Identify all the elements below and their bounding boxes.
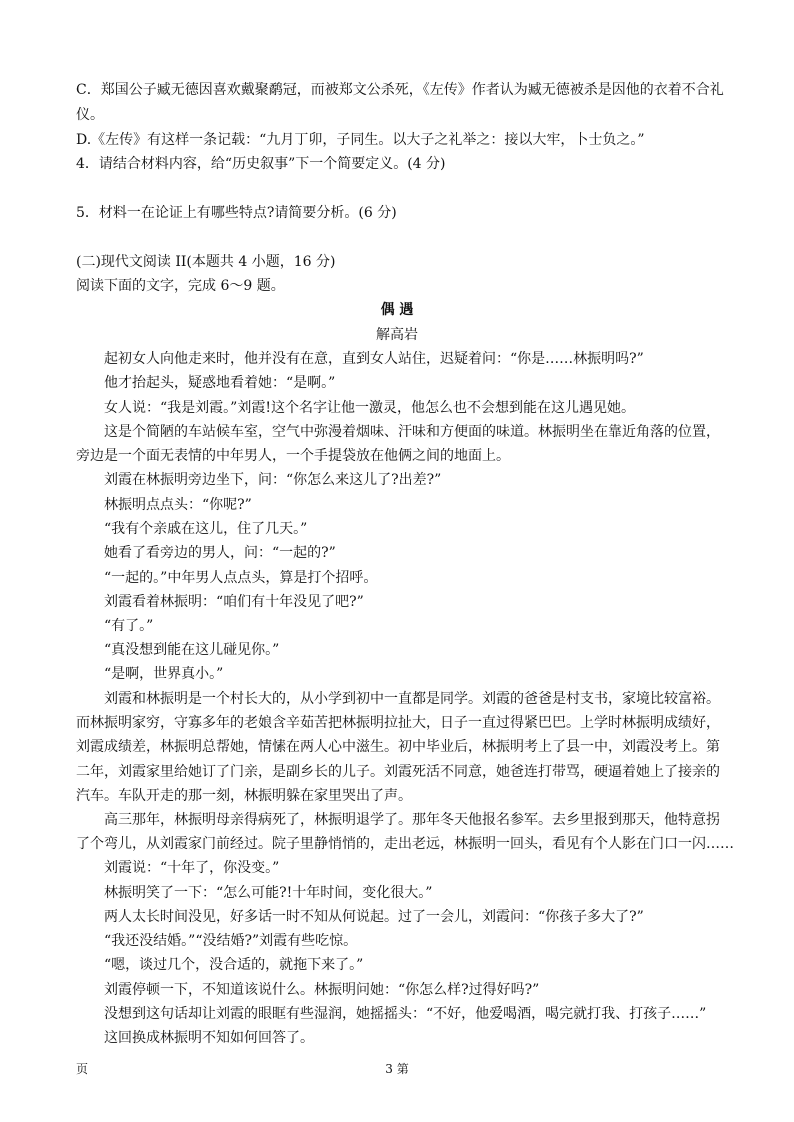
footer-page-label: 页 xyxy=(76,1062,89,1076)
story-line: 刘霞和林振明是一个村长大的，从小学到初中一直都是同学。刘霞的爸爸是村支书，家境比较富裕。 xyxy=(104,691,720,707)
story-line: 女人说：“我是刘霞。”刘霞!这个名字让他一激灵，他怎么也不会想到能在这儿遇见她。 xyxy=(104,400,635,416)
story-line: 林振明笑了一下：“怎么可能?!十年时间，变化很大。” xyxy=(104,885,433,901)
story-line: “有了。” xyxy=(104,618,154,634)
question-5: 5．材料一在论证上有哪些特点?请简要分析。(6 分) xyxy=(76,205,397,221)
story-line: 两人太长时间没见，好多话一时不知从何说起。过了一会儿，刘霞问：“你孩子多大了?” xyxy=(104,909,644,925)
story-title: 偶 遇 xyxy=(380,302,414,318)
story-line: 他才抬起头，疑惑地看着她：“是啊。” xyxy=(104,375,336,391)
story-line: “嗯，谈过几个，没合适的，就拖下来了。” xyxy=(104,957,364,973)
option-d-line: D.《左传》有这样一条记载：“九月丁卯，子同生。以大子之礼举之：接以大牢，卜士负之。” xyxy=(76,132,645,148)
option-c-line-1: C．郑国公子臧无德因喜欢戴聚鹬冠，而被郑文公杀死，《左传》作者认为臧无德被杀是因他的衣着不合礼 xyxy=(76,82,724,98)
footer-page-number: 3 第 xyxy=(385,1062,409,1076)
story-line: 旁边是一个面无表情的中年男人，一个手提袋放在他俩之间的地面上。 xyxy=(76,448,510,464)
story-line: “是啊，世界真小。” xyxy=(104,666,224,682)
story-line: 这回换成林振明不知如何回答了。 xyxy=(104,1030,314,1046)
story-line: 刘霞停顿一下，不知道该说什么。林振明问她：“你怎么样?过得好吗?” xyxy=(104,982,540,998)
story-line: 这是个简陋的车站候车室，空气中弥漫着烟味、汗味和方便面的味道。林振明坐在靠近角落的位置， xyxy=(104,424,720,440)
story-line: “我有个亲戚在这儿，住了几天。” xyxy=(104,521,308,537)
story-line: 汽车。车队开走的那一刻，林振明躲在家里哭出了声。 xyxy=(76,788,412,804)
question-4: 4．请结合材料内容，给“历史叙事”下一个简要定义。(4 分) xyxy=(76,156,446,172)
section-instruction: 阅读下面的文字，完成 6～9 题。 xyxy=(76,278,285,294)
story-line: 她看了看旁边的男人，问：“一起的?” xyxy=(104,545,336,561)
story-line: 了个弯儿，从刘霞家门前经过。院子里静悄悄的，走出老远，林振明一回头，看见有个人影在门口一闪…… xyxy=(76,836,734,852)
option-c-line-2: 仪。 xyxy=(76,107,104,123)
story-line: “一起的。”中年男人点点头，算是打个招呼。 xyxy=(104,570,378,586)
story-line: 高三那年，林振明母亲得病死了，林振明退学了。那年冬天他报名参军。去乡里报到那天，他特意拐 xyxy=(104,812,720,828)
story-line: 而林振明家穷，守寡多年的老娘含辛茹苦把林振明拉扯大，日子一直过得紧巴巴。上学时林振明成绩好， xyxy=(76,715,720,731)
story-line: 刘霞在林振明旁边坐下，问：“你怎么来这儿了?出差?” xyxy=(104,472,442,488)
story-author: 解高岩 xyxy=(376,327,418,343)
story-line: 起初女人向他走来时，他并没有在意，直到女人站住，迟疑着问：“你是……林振明吗?” xyxy=(104,351,644,367)
story-line: “真没想到能在这儿碰见你。” xyxy=(104,642,280,658)
story-line: 没想到这句话却让刘霞的眼眶有些湿润，她摇摇头：“不好，他爱喝酒，喝完就打我、打孩子……” xyxy=(104,1006,707,1022)
story-line: “我还没结婚。”“没结婚?”刘霞有些吃惊。 xyxy=(104,933,358,949)
story-line: 林振明点点头：“你呢?” xyxy=(104,497,252,513)
section-heading: (二)现代文阅读 II(本题共 4 小题，16 分) xyxy=(76,254,336,270)
story-line: 刘霞看着林振明：“咱们有十年没见了吧?” xyxy=(104,594,364,610)
story-line: 刘霞说：“十年了，你没变。” xyxy=(104,860,280,876)
story-line: 二年，刘霞家里给她订了门亲，是副乡长的儿子。刘霞死活不同意，她爸连打带骂，硬逼着她上了接亲的 xyxy=(76,764,720,780)
story-line: 刘霞成绩差，林振明总帮她，情愫在两人心中滋生。初中毕业后，林振明考上了县一中，刘霞没考上。第 xyxy=(76,739,720,755)
